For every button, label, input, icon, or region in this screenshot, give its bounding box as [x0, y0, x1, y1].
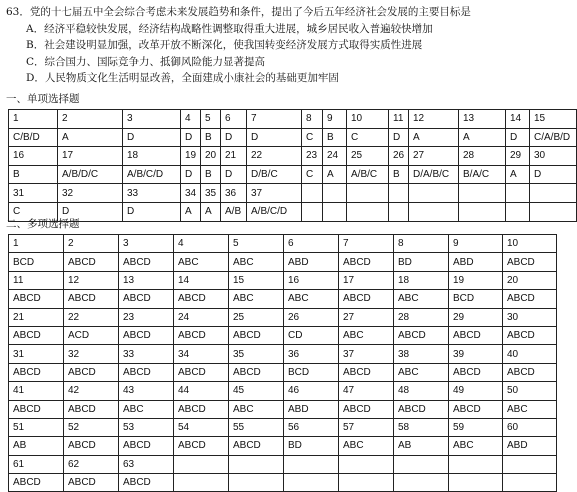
multi-answer-cell: ABC: [339, 326, 394, 344]
multi-question-number: [174, 455, 229, 473]
single-question-number: 36: [221, 184, 247, 203]
multi-question-number: 61: [9, 455, 64, 473]
single-answer-row: [9, 165, 577, 184]
multi-question-number: 58: [394, 418, 449, 436]
single-question-number: 2: [58, 110, 123, 129]
multi-answer-cell: ABD: [449, 253, 503, 271]
single-answer-cell: A: [181, 202, 201, 221]
multi-question-number: 46: [284, 382, 339, 400]
single-question-number: 17: [58, 147, 123, 166]
question-stem: 63．党的十七届五中全会综合考虑未来发展趋势和条件，提出了今后五年经济社会发展的主要目标是: [6, 6, 471, 18]
single-question-number: 24: [323, 147, 347, 166]
multi-answer-cell: ABCD: [394, 326, 449, 344]
single-answer-cell: D: [58, 202, 123, 221]
multi-answer-cell: ABCD: [229, 326, 284, 344]
single-answer-row: [9, 128, 577, 147]
multi-answer-cell: ABCD: [64, 437, 119, 455]
single-answer-cell: A: [323, 165, 347, 184]
multi-question-number: 10: [503, 235, 557, 253]
multi-question-number: 25: [229, 308, 284, 326]
multi-question-number: [449, 455, 503, 473]
multi-answer-cell: ABCD: [64, 400, 119, 418]
single-question-number: 21: [221, 147, 247, 166]
multi-answer-cell: ABCD: [394, 400, 449, 418]
multi-answer-cell: ABC: [503, 400, 557, 418]
multi-question-number: 30: [503, 308, 557, 326]
multi-question-number: 17: [339, 271, 394, 289]
multi-question-number: 28: [394, 308, 449, 326]
single-question-number: 5: [201, 110, 221, 129]
single-question-number: 27: [409, 147, 459, 166]
multi-answer-cell: ABCD: [9, 363, 64, 381]
multi-answer-cell: ABCD: [229, 437, 284, 455]
multi-answer-cell: ABCD: [339, 363, 394, 381]
multi-question-number: [503, 455, 557, 473]
multi-answer-cell: [174, 474, 229, 492]
multi-question-number: 18: [394, 271, 449, 289]
single-question-number: [302, 184, 323, 203]
single-question-number: [347, 184, 389, 203]
multi-answer-cell: ABC: [174, 253, 229, 271]
multi-question-number: 52: [64, 418, 119, 436]
multi-answer-row: [9, 474, 557, 492]
multi-question-number: 11: [9, 271, 64, 289]
multi-question-number: 39: [449, 345, 503, 363]
multi-question-number: 23: [119, 308, 174, 326]
single-number-row: [9, 184, 577, 203]
multi-answer-cell: ABCD: [339, 290, 394, 308]
single-answer-cell: [506, 202, 530, 221]
multi-number-row: [9, 271, 557, 289]
multi-question-number: 62: [64, 455, 119, 473]
multi-question-number: 59: [449, 418, 503, 436]
multi-answer-cell: ABC: [229, 253, 284, 271]
multi-question-number: 32: [64, 345, 119, 363]
multi-question-number: 48: [394, 382, 449, 400]
multi-question-number: 33: [119, 345, 174, 363]
multi-question-number: 24: [174, 308, 229, 326]
single-answer-cell: [459, 202, 506, 221]
single-question-number: 4: [181, 110, 201, 129]
multi-answer-cell: CD: [284, 326, 339, 344]
multi-answer-cell: ABCD: [449, 326, 503, 344]
multi-answer-cell: ABC: [394, 290, 449, 308]
multi-question-number: 41: [9, 382, 64, 400]
single-question-number: 32: [58, 184, 123, 203]
option-a: A．经济平稳较快发展，经济结构战略性调整取得重大进展，城乡居民收入普遍较快增加: [26, 22, 433, 35]
multi-answer-cell: ABCD: [64, 253, 119, 271]
single-answer-cell: A: [459, 128, 506, 147]
multi-question-number: 8: [394, 235, 449, 253]
multi-answer-cell: ACD: [64, 326, 119, 344]
multi-question-number: 5: [229, 235, 284, 253]
single-answer-cell: B: [201, 165, 221, 184]
single-answer-cell: D: [123, 128, 181, 147]
single-answer-cell: A/B/C/D: [247, 202, 302, 221]
single-number-row: [9, 147, 577, 166]
multi-question-number: 34: [174, 345, 229, 363]
multi-answer-cell: ABC: [394, 363, 449, 381]
multi-number-row: [9, 235, 557, 253]
single-question-number: 9: [323, 110, 347, 129]
multi-question-number: 50: [503, 382, 557, 400]
single-answer-cell: D/A/B/C: [409, 165, 459, 184]
single-choice-title: 一、单项选择题: [6, 93, 80, 105]
single-number-row: [9, 110, 577, 129]
single-answer-cell: C: [9, 202, 58, 221]
multi-answer-cell: [449, 474, 503, 492]
multi-question-number: 49: [449, 382, 503, 400]
multi-answer-cell: ABCD: [119, 437, 174, 455]
single-question-number: [389, 184, 409, 203]
single-question-number: 3: [123, 110, 181, 129]
single-answer-cell: C: [302, 165, 323, 184]
single-question-number: [459, 184, 506, 203]
single-answer-cell: [302, 202, 323, 221]
multi-question-number: 26: [284, 308, 339, 326]
multi-answer-cell: ABCD: [64, 290, 119, 308]
multi-answer-cell: ABCD: [119, 253, 174, 271]
multi-number-row: [9, 455, 557, 473]
single-answer-cell: A/B: [221, 202, 247, 221]
multi-choice-answer-table: [8, 234, 557, 492]
multi-answer-cell: ABCD: [503, 253, 557, 271]
multi-question-number: 6: [284, 235, 339, 253]
single-question-number: 34: [181, 184, 201, 203]
multi-answer-row: [9, 400, 557, 418]
single-answer-cell: D: [221, 128, 247, 147]
single-choice-answer-table: [8, 109, 577, 222]
single-answer-cell: A/B/D/C: [58, 165, 123, 184]
single-question-number: 30: [530, 147, 577, 166]
multi-answer-cell: ABCD: [174, 400, 229, 418]
multi-question-number: 14: [174, 271, 229, 289]
single-question-number: 20: [201, 147, 221, 166]
multi-answer-cell: ABC: [449, 437, 503, 455]
multi-question-number: [284, 455, 339, 473]
single-question-number: [530, 184, 577, 203]
multi-answer-row: [9, 326, 557, 344]
single-question-number: 6: [221, 110, 247, 129]
multi-number-row: [9, 308, 557, 326]
multi-answer-cell: ABCD: [174, 437, 229, 455]
multi-answer-cell: ABCD: [9, 326, 64, 344]
single-question-number: 14: [506, 110, 530, 129]
single-question-number: 19: [181, 147, 201, 166]
multi-question-number: 27: [339, 308, 394, 326]
single-answer-cell: C/A/B/D: [530, 128, 577, 147]
single-answer-cell: [530, 202, 577, 221]
single-question-number: 18: [123, 147, 181, 166]
single-question-number: 15: [530, 110, 577, 129]
multi-question-number: 3: [119, 235, 174, 253]
multi-question-number: 13: [119, 271, 174, 289]
multi-answer-cell: AB: [9, 437, 64, 455]
multi-answer-cell: BD: [394, 253, 449, 271]
multi-answer-cell: [503, 474, 557, 492]
single-answer-cell: [323, 202, 347, 221]
multi-answer-cell: ABCD: [174, 363, 229, 381]
multi-question-number: 53: [119, 418, 174, 436]
multi-answer-cell: ABCD: [449, 363, 503, 381]
multi-answer-cell: ABD: [284, 253, 339, 271]
single-question-number: 13: [459, 110, 506, 129]
single-answer-cell: [409, 202, 459, 221]
multi-question-number: 60: [503, 418, 557, 436]
multi-question-number: 9: [449, 235, 503, 253]
multi-answer-cell: [229, 474, 284, 492]
multi-question-number: 19: [449, 271, 503, 289]
single-question-number: 22: [247, 147, 302, 166]
single-answer-cell: D: [389, 128, 409, 147]
multi-question-number: 44: [174, 382, 229, 400]
multi-question-number: 31: [9, 345, 64, 363]
multi-answer-cell: ABCD: [9, 290, 64, 308]
multi-question-number: 37: [339, 345, 394, 363]
single-question-number: 7: [247, 110, 302, 129]
multi-question-number: 42: [64, 382, 119, 400]
multi-question-number: 47: [339, 382, 394, 400]
multi-question-number: 22: [64, 308, 119, 326]
multi-question-number: 43: [119, 382, 174, 400]
multi-number-row: [9, 382, 557, 400]
multi-answer-cell: ABCD: [449, 400, 503, 418]
single-question-number: 31: [9, 184, 58, 203]
single-question-number: 11: [389, 110, 409, 129]
multi-question-number: [394, 455, 449, 473]
multi-answer-cell: [394, 474, 449, 492]
multi-answer-row: [9, 290, 557, 308]
multi-number-row: [9, 345, 557, 363]
multi-answer-cell: [284, 474, 339, 492]
single-question-number: 8: [302, 110, 323, 129]
multi-answer-cell: ABCD: [64, 474, 119, 492]
multi-answer-cell: [339, 474, 394, 492]
multi-question-number: 4: [174, 235, 229, 253]
single-answer-cell: D: [530, 165, 577, 184]
single-question-number: 25: [347, 147, 389, 166]
single-answer-cell: C: [347, 128, 389, 147]
single-question-number: 28: [459, 147, 506, 166]
single-answer-cell: B: [323, 128, 347, 147]
single-answer-cell: D: [181, 128, 201, 147]
single-answer-cell: B/A/C: [459, 165, 506, 184]
single-answer-cell: C/B/D: [9, 128, 58, 147]
single-answer-cell: A: [201, 202, 221, 221]
single-answer-cell: D/B/C: [247, 165, 302, 184]
single-answer-cell: D: [506, 128, 530, 147]
multi-answer-cell: ABCD: [9, 474, 64, 492]
multi-question-number: 21: [9, 308, 64, 326]
multi-answer-cell: ABCD: [503, 290, 557, 308]
single-question-number: 33: [123, 184, 181, 203]
multi-answer-cell: BCD: [9, 253, 64, 271]
single-answer-cell: C: [302, 128, 323, 147]
multi-answer-cell: BCD: [284, 363, 339, 381]
multi-answer-cell: ABD: [503, 437, 557, 455]
multi-question-number: 63: [119, 455, 174, 473]
multi-answer-cell: ABC: [229, 400, 284, 418]
multi-answer-cell: ABC: [339, 437, 394, 455]
multi-answer-cell: ABCD: [229, 363, 284, 381]
multi-question-number: 35: [229, 345, 284, 363]
multi-question-number: 29: [449, 308, 503, 326]
single-question-number: 35: [201, 184, 221, 203]
multi-answer-cell: ABCD: [339, 253, 394, 271]
multi-question-number: 16: [284, 271, 339, 289]
single-question-number: 29: [506, 147, 530, 166]
multi-question-number: 2: [64, 235, 119, 253]
multi-question-number: 38: [394, 345, 449, 363]
single-question-number: [409, 184, 459, 203]
multi-question-number: 56: [284, 418, 339, 436]
single-question-number: 10: [347, 110, 389, 129]
multi-answer-cell: ABCD: [339, 400, 394, 418]
multi-answer-cell: ABC: [229, 290, 284, 308]
single-answer-cell: B: [9, 165, 58, 184]
multi-question-number: 54: [174, 418, 229, 436]
multi-question-number: 40: [503, 345, 557, 363]
multi-answer-row: [9, 363, 557, 381]
multi-answer-cell: ABC: [284, 290, 339, 308]
multi-choice-title: 二、多项选择题: [6, 218, 80, 230]
single-answer-cell: A: [506, 165, 530, 184]
multi-number-row: [9, 418, 557, 436]
multi-question-number: 15: [229, 271, 284, 289]
single-question-number: 1: [9, 110, 58, 129]
multi-question-number: [339, 455, 394, 473]
multi-answer-cell: ABCD: [119, 363, 174, 381]
multi-answer-cell: ABCD: [503, 326, 557, 344]
multi-question-number: 45: [229, 382, 284, 400]
multi-answer-cell: ABCD: [503, 363, 557, 381]
multi-answer-cell: ABCD: [174, 326, 229, 344]
single-answer-cell: A/B/C/D: [123, 165, 181, 184]
option-c: C．综合国力、国际竞争力、抵御风险能力显著提高: [26, 55, 266, 68]
single-answer-cell: D: [123, 202, 181, 221]
multi-question-number: [229, 455, 284, 473]
single-answer-cell: [389, 202, 409, 221]
multi-answer-row: [9, 437, 557, 455]
multi-answer-cell: ABC: [119, 400, 174, 418]
single-answer-cell: A/B/C: [347, 165, 389, 184]
single-answer-cell: A: [409, 128, 459, 147]
multi-question-number: 7: [339, 235, 394, 253]
multi-question-number: 1: [9, 235, 64, 253]
single-question-number: 37: [247, 184, 302, 203]
multi-answer-cell: ABCD: [64, 363, 119, 381]
multi-answer-cell: ABCD: [9, 400, 64, 418]
single-answer-row: [9, 202, 577, 221]
multi-answer-cell: ABCD: [119, 326, 174, 344]
multi-question-number: 20: [503, 271, 557, 289]
multi-answer-cell: ABCD: [119, 290, 174, 308]
multi-question-number: 12: [64, 271, 119, 289]
single-question-number: 26: [389, 147, 409, 166]
multi-question-number: 51: [9, 418, 64, 436]
single-answer-cell: D: [221, 165, 247, 184]
single-answer-cell: [347, 202, 389, 221]
multi-answer-cell: ABCD: [174, 290, 229, 308]
multi-answer-cell: ABD: [284, 400, 339, 418]
single-question-number: 12: [409, 110, 459, 129]
multi-question-number: 55: [229, 418, 284, 436]
multi-answer-cell: ABCD: [119, 474, 174, 492]
multi-question-number: 57: [339, 418, 394, 436]
single-question-number: 23: [302, 147, 323, 166]
single-answer-cell: D: [181, 165, 201, 184]
multi-question-number: 36: [284, 345, 339, 363]
question-63: [6, 4, 554, 87]
single-answer-cell: B: [201, 128, 221, 147]
multi-answer-cell: BD: [284, 437, 339, 455]
single-answer-cell: A: [58, 128, 123, 147]
option-b: B．社会建设明显加强，改革开放不断深化，使我国转变经济发展方式取得实质性进展: [26, 39, 423, 51]
multi-answer-cell: BCD: [449, 290, 503, 308]
single-question-number: [506, 184, 530, 203]
option-d: D．人民物质文化生活明显改善，全面建成小康社会的基础更加牢固: [26, 72, 339, 84]
single-answer-cell: D: [247, 128, 302, 147]
multi-answer-row: [9, 253, 557, 271]
multi-answer-cell: AB: [394, 437, 449, 455]
single-answer-cell: B: [389, 165, 409, 184]
single-question-number: [323, 184, 347, 203]
single-question-number: 16: [9, 147, 58, 166]
